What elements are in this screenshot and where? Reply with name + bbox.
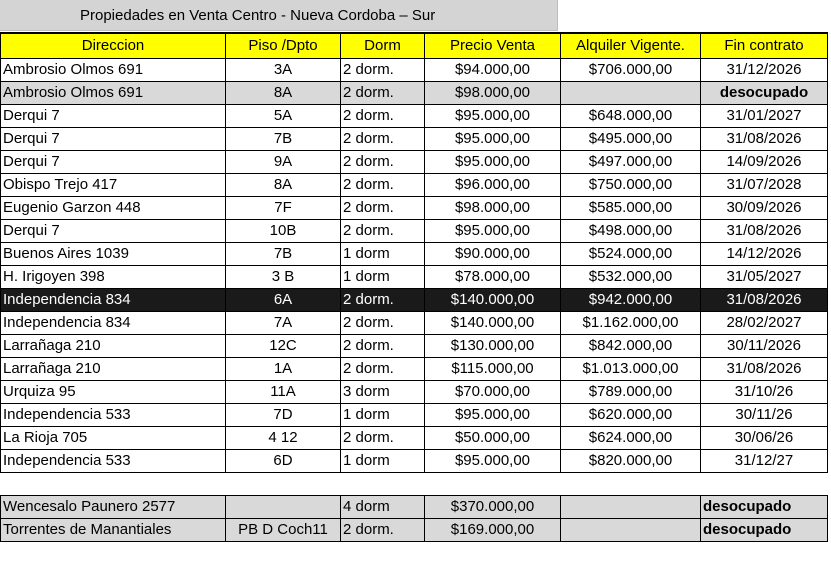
table-row (1, 403, 828, 426)
cell-precio: $95.000,00 (425, 150, 561, 173)
table-row (1, 449, 828, 472)
cell-precio: $140.000,00 (425, 311, 561, 334)
table-row (1, 219, 828, 242)
cell-precio: $50.000,00 (425, 426, 561, 449)
cell-dorm: 2 dorm. (341, 311, 425, 334)
cell-dorm: 2 dorm. (341, 357, 425, 380)
table-row (1, 242, 828, 265)
cell-fin-status: desocupado (701, 81, 828, 104)
header-precio: Precio Venta (425, 33, 561, 58)
cell-alquiler: $789.000,00 (561, 380, 701, 403)
cell-alquiler (561, 495, 701, 518)
cell-direccion: Derqui 7 (1, 104, 226, 127)
cell-fin: 30/11/26 (701, 403, 828, 426)
table-row (1, 104, 828, 127)
cell-dorm: 2 dorm. (341, 196, 425, 219)
cell-piso: 4 12 (226, 426, 341, 449)
cell-precio: $90.000,00 (425, 242, 561, 265)
cell-precio: $130.000,00 (425, 334, 561, 357)
cell-direccion: Buenos Aires 1039 (1, 242, 226, 265)
cell-alquiler: $532.000,00 (561, 265, 701, 288)
cell-direccion: Ambrosio Olmos 691 (1, 58, 226, 81)
cell-precio: $95.000,00 (425, 403, 561, 426)
cell-piso: 1A (226, 357, 341, 380)
cell-fin: 14/12/2026 (701, 242, 828, 265)
spacer-cell (226, 472, 341, 495)
cell-piso: 6D (226, 449, 341, 472)
cell-fin: 30/11/2026 (701, 334, 828, 357)
cell-alquiler: $1.013.000,00 (561, 357, 701, 380)
header-direccion: Direccion (1, 33, 226, 58)
cell-precio: $96.000,00 (425, 173, 561, 196)
cell-dorm: 1 dorm (341, 242, 425, 265)
cell-piso: 7A (226, 311, 341, 334)
cell-fin: 31/01/2027 (701, 104, 828, 127)
table-row (1, 265, 828, 288)
cell-direccion: Derqui 7 (1, 150, 226, 173)
header-alquiler: Alquiler Vigente. (561, 33, 701, 58)
cell-dorm: 2 dorm. (341, 127, 425, 150)
cell-alquiler: $495.000,00 (561, 127, 701, 150)
spacer-cell (561, 472, 701, 495)
cell-alquiler: $842.000,00 (561, 334, 701, 357)
cell-dorm: 2 dorm. (341, 288, 425, 311)
table-row (1, 173, 828, 196)
cell-piso: 11A (226, 380, 341, 403)
cell-fin: 31/12/27 (701, 449, 828, 472)
cell-direccion: Derqui 7 (1, 219, 226, 242)
header-dorm: Dorm (341, 33, 425, 58)
cell-precio: $115.000,00 (425, 357, 561, 380)
cell-piso (226, 495, 341, 518)
cell-fin-status: desocupado (701, 495, 828, 518)
table-row (1, 127, 828, 150)
spacer-cell (341, 472, 425, 495)
header-row (1, 33, 828, 58)
cell-piso: 3A (226, 58, 341, 81)
cell-piso: PB D Coch11 (226, 518, 341, 541)
cell-fin: 31/12/2026 (701, 58, 828, 81)
header-fin: Fin contrato (701, 33, 828, 58)
cell-dorm: 2 dorm. (341, 173, 425, 196)
cell-alquiler: $498.000,00 (561, 219, 701, 242)
table-row (1, 311, 828, 334)
cell-fin: 28/02/2027 (701, 311, 828, 334)
spacer-row (1, 472, 828, 495)
table-row (1, 518, 828, 541)
table-row (1, 380, 828, 403)
table-row (1, 150, 828, 173)
cell-dorm: 4 dorm (341, 495, 425, 518)
cell-direccion: La Rioja 705 (1, 426, 226, 449)
cell-dorm: 2 dorm. (341, 81, 425, 104)
cell-fin: 31/08/2026 (701, 357, 828, 380)
cell-fin: 30/06/26 (701, 426, 828, 449)
cell-dorm: 2 dorm. (341, 104, 425, 127)
cell-direccion: Torrentes de Manantiales (1, 518, 226, 541)
cell-dorm: 2 dorm. (341, 219, 425, 242)
cell-precio: $169.000,00 (425, 518, 561, 541)
cell-alquiler (561, 81, 701, 104)
spacer-cell (701, 472, 828, 495)
cell-dorm: 2 dorm. (341, 334, 425, 357)
cell-precio: $98.000,00 (425, 81, 561, 104)
cell-dorm: 1 dorm (341, 403, 425, 426)
cell-piso: 7D (226, 403, 341, 426)
cell-fin: 30/09/2026 (701, 196, 828, 219)
cell-piso: 6A (226, 288, 341, 311)
cell-piso: 12C (226, 334, 341, 357)
cell-alquiler: $585.000,00 (561, 196, 701, 219)
cell-dorm: 2 dorm. (341, 58, 425, 81)
cell-piso: 7B (226, 242, 341, 265)
cell-alquiler: $820.000,00 (561, 449, 701, 472)
cell-direccion: Independencia 834 (1, 311, 226, 334)
cell-precio: $95.000,00 (425, 127, 561, 150)
cell-alquiler: $1.162.000,00 (561, 311, 701, 334)
cell-precio: $95.000,00 (425, 449, 561, 472)
cell-alquiler: $706.000,00 (561, 58, 701, 81)
cell-direccion: Independencia 834 (1, 288, 226, 311)
cell-direccion: Wencesalo Paunero 2577 (1, 495, 226, 518)
cell-precio: $94.000,00 (425, 58, 561, 81)
table-row-highlighted (1, 288, 828, 311)
cell-piso: 7B (226, 127, 341, 150)
cell-dorm: 1 dorm (341, 265, 425, 288)
cell-direccion: H. Irigoyen 398 (1, 265, 226, 288)
cell-dorm: 3 dorm (341, 380, 425, 403)
table-row (1, 334, 828, 357)
table-row (1, 357, 828, 380)
cell-alquiler: $620.000,00 (561, 403, 701, 426)
cell-piso: 10B (226, 219, 341, 242)
cell-precio: $70.000,00 (425, 380, 561, 403)
cell-direccion: Larrañaga 210 (1, 357, 226, 380)
cell-alquiler: $624.000,00 (561, 426, 701, 449)
cell-fin: 31/08/2026 (701, 127, 828, 150)
cell-fin: 31/08/2026 (701, 219, 828, 242)
cell-fin: 31/07/2028 (701, 173, 828, 196)
table-row (1, 495, 828, 518)
cell-direccion: Derqui 7 (1, 127, 226, 150)
cell-precio: $370.000,00 (425, 495, 561, 518)
cell-dorm: 2 dorm. (341, 150, 425, 173)
cell-alquiler: $648.000,00 (561, 104, 701, 127)
cell-dorm: 2 dorm. (341, 426, 425, 449)
cell-alquiler: $750.000,00 (561, 173, 701, 196)
cell-fin: 31/10/26 (701, 380, 828, 403)
cell-alquiler: $497.000,00 (561, 150, 701, 173)
cell-direccion: Larrañaga 210 (1, 334, 226, 357)
cell-precio: $95.000,00 (425, 219, 561, 242)
cell-direccion: Obispo Trejo 417 (1, 173, 226, 196)
cell-piso: 7F (226, 196, 341, 219)
cell-precio: $98.000,00 (425, 196, 561, 219)
spacer-cell (1, 472, 226, 495)
cell-direccion: Independencia 533 (1, 403, 226, 426)
cell-direccion: Urquiza 95 (1, 380, 226, 403)
cell-piso: 8A (226, 81, 341, 104)
cell-precio: $95.000,00 (425, 104, 561, 127)
table-row (1, 426, 828, 449)
title-row (0, 0, 826, 32)
cell-fin-status: desocupado (701, 518, 828, 541)
cell-alquiler: $524.000,00 (561, 242, 701, 265)
cell-alquiler: $942.000,00 (561, 288, 701, 311)
cell-piso: 9A (226, 150, 341, 173)
cell-fin: 31/05/2027 (701, 265, 828, 288)
cell-precio: $140.000,00 (425, 288, 561, 311)
properties-table (0, 32, 828, 542)
cell-direccion: Eugenio Garzon 448 (1, 196, 226, 219)
cell-piso: 3 B (226, 265, 341, 288)
cell-fin: 31/08/2026 (701, 288, 828, 311)
table-row (1, 196, 828, 219)
header-piso: Piso /Dpto (226, 33, 341, 58)
cell-dorm: 2 dorm. (341, 518, 425, 541)
cell-direccion: Ambrosio Olmos 691 (1, 81, 226, 104)
cell-dorm: 1 dorm (341, 449, 425, 472)
cell-precio: $78.000,00 (425, 265, 561, 288)
cell-piso: 8A (226, 173, 341, 196)
table-row (1, 81, 828, 104)
sheet-title: Propiedades en Venta Centro - Nueva Cordoba – Sur (0, 0, 558, 31)
spacer-cell (425, 472, 561, 495)
cell-fin: 14/09/2026 (701, 150, 828, 173)
cell-piso: 5A (226, 104, 341, 127)
cell-direccion: Independencia 533 (1, 449, 226, 472)
cell-alquiler (561, 518, 701, 541)
table-row (1, 58, 828, 81)
